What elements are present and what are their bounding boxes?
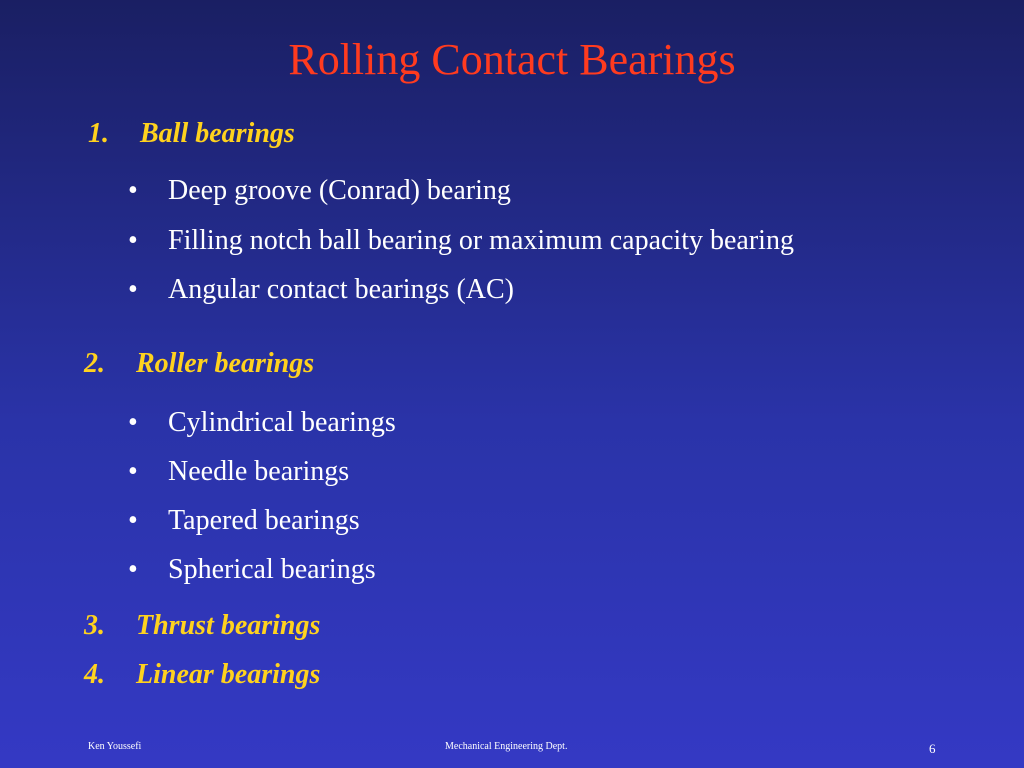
section-heading-ball-bearings [88,116,295,152]
section-heading-thrust-bearings [84,608,321,644]
section-heading-roller-bearings [84,346,315,382]
list-item [128,454,349,490]
section-number: 2. [84,348,105,379]
section-label: Roller bearings [136,348,315,379]
bullet-icon: • [128,407,138,438]
list-item [128,405,396,441]
list-item [128,503,360,539]
list-item-text: Spherical bearings [168,554,376,585]
slide-title: Rolling Contact Bearings [288,35,736,84]
bullet-icon: • [128,225,138,256]
list-item-text: Deep groove (Conrad) bearing [168,175,511,206]
bullet-icon: • [128,456,138,487]
list-item-text: Needle bearings [168,456,350,487]
section-label: Thrust bearings [136,610,321,641]
list-item-text: Cylindrical bearings [168,407,396,438]
list-item-text: Angular contact bearings (AC) [168,274,514,305]
list-item [128,223,794,259]
footer-author: Ken Youssefi [88,741,142,752]
bullet-icon: • [128,175,138,206]
section-number: 1. [88,118,109,149]
section-label: Ball bearings [140,118,295,149]
list-item [128,272,514,308]
section-number: 3. [84,610,105,641]
section-label: Linear bearings [136,659,321,690]
list-item [128,173,511,209]
list-item-text: Tapered bearings [168,505,360,536]
footer-page-number: 6 [929,741,936,756]
section-number: 4. [84,659,105,690]
section-heading-linear-bearings [84,657,321,693]
bullet-icon: • [128,505,138,536]
list-item [128,552,376,588]
footer-department: Mechanical Engineering Dept. [445,741,568,752]
bullet-icon: • [128,274,138,305]
bullet-icon: • [128,554,138,585]
list-item-text: Filling notch ball bearing or maximum capacity bearing [168,225,794,256]
